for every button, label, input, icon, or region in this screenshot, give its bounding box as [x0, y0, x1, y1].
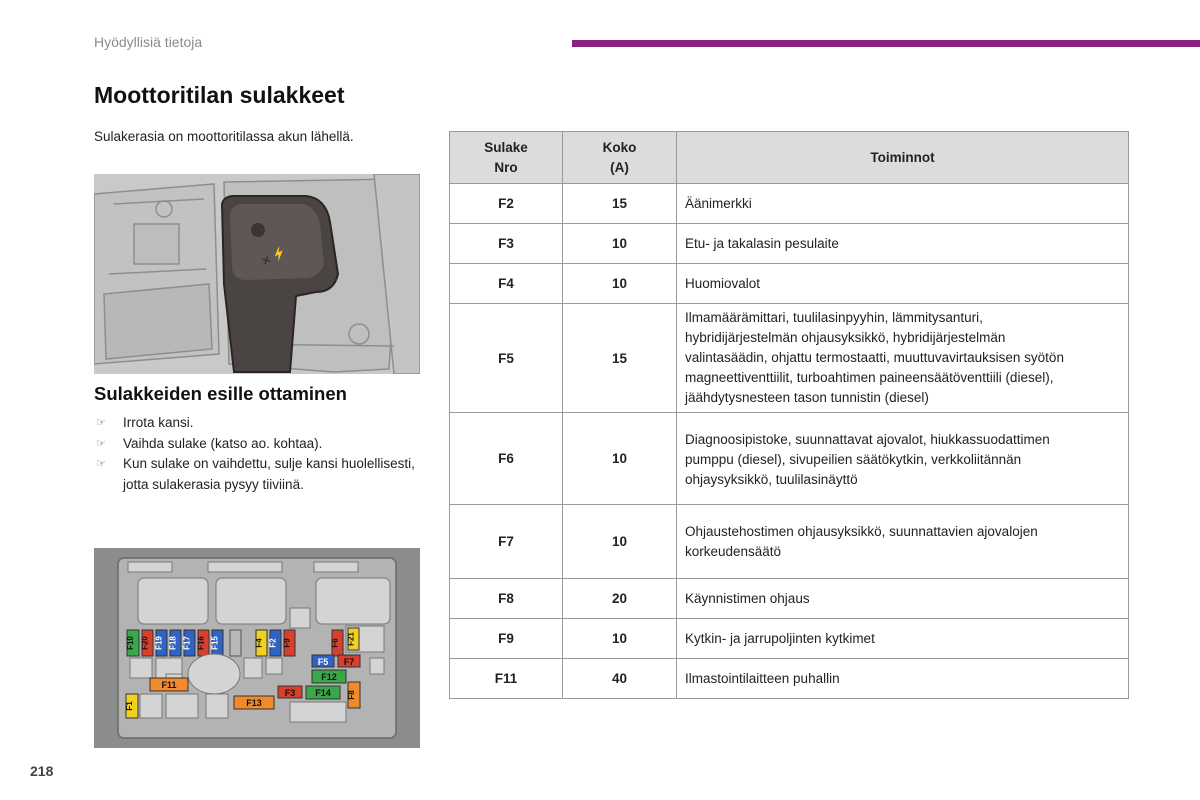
fuse-function-cell [677, 184, 1129, 224]
function-line: Diagnoosipistoke, suunnattavat ajovalot, hiukkassuodattimen [685, 432, 1050, 447]
table-row [450, 224, 1129, 264]
function-line: magneettiventtiilit, turboahtimen paineensäätöventtiili (diesel), [685, 370, 1054, 385]
fuse-rating-cell: 10 [563, 619, 677, 659]
table-row [450, 619, 1129, 659]
fuse-label: F6 [330, 638, 340, 648]
header-line: (A) [610, 159, 629, 175]
fuse-label: F8 [347, 690, 356, 700]
fuse-label: F5 [317, 657, 329, 667]
fuse-box-diagram [94, 548, 420, 748]
pointing-hand-icon: ☞ [96, 437, 106, 450]
fuse-rating-cell: 10 [563, 413, 677, 505]
table-row [450, 579, 1129, 619]
column-header-functions: Toiminnot [677, 132, 1129, 184]
fuse-function-cell [677, 224, 1129, 264]
fuse-function-cell [677, 619, 1129, 659]
function-line: hybridijärjestelmän ohjausyksikkö, hybridijärjestelmän [685, 330, 1006, 345]
step-text: Irrota kansi. [123, 415, 194, 430]
fuse-number-cell: F9 [450, 619, 563, 659]
fuse-label: F16 [196, 636, 206, 650]
function-line: Huomiovalot [685, 275, 761, 291]
fuse-label: F18 [168, 636, 178, 650]
fuse-table [449, 131, 1129, 699]
header-accent-bar [572, 40, 1200, 47]
fuse-label: F12 [321, 672, 337, 682]
engine-compartment-photo [94, 174, 420, 374]
function-line: jäähdytysnesteen tason tunnistin (diesel) [685, 390, 929, 405]
fuse-label: F20 [140, 636, 150, 650]
list-item [94, 454, 424, 495]
table-row [450, 264, 1129, 304]
fuse-function-cell [677, 304, 1129, 413]
fuse-rating-cell: 15 [563, 184, 677, 224]
fuse-number-cell: F7 [450, 505, 563, 579]
list-item [94, 413, 424, 434]
function-line: Äänimerkki [685, 195, 752, 211]
fuse-function-cell [677, 413, 1129, 505]
pointing-hand-icon: ☞ [96, 417, 106, 429]
fuse-label: F19 [154, 636, 164, 650]
fuse-number-cell: F2 [450, 184, 563, 224]
fuse-label: F2 [268, 638, 278, 648]
fuse-number-cell: F8 [450, 579, 563, 619]
fuse-number-cell: F6 [450, 413, 563, 505]
column-header-rating [563, 132, 677, 184]
section-header: Hyödyllisiä tietoja [94, 34, 203, 50]
fuse-rating-cell: 10 [563, 264, 677, 304]
column-header-fuse-number [450, 132, 563, 184]
fuse-number-cell: F3 [450, 224, 563, 264]
fuse-label: F3 [284, 688, 296, 698]
section-subheading: Sulakkeiden esille ottaminen [94, 383, 347, 404]
fuse-label: F10 [126, 636, 135, 650]
fuse-rating-cell: 10 [563, 224, 677, 264]
step-text: Vaihda sulake (katso ao. kohtaa). [123, 435, 323, 451]
fuse-rating-cell: 15 [563, 304, 677, 413]
table-row [450, 413, 1129, 505]
function-line: Käynnistimen ohjaus [685, 590, 810, 606]
table-row [450, 184, 1129, 224]
fuse-label: F17 [182, 636, 192, 650]
function-line: Ilmamäärämittari, tuulilasinpyyhin, lämmitysanturi, [685, 310, 983, 325]
header-line: Sulake [484, 139, 528, 155]
table-header-row [450, 132, 1129, 184]
table-row [450, 505, 1129, 579]
fuse-rating-cell: 20 [563, 579, 677, 619]
fuse-number-cell: F11 [450, 659, 563, 699]
function-line: ohjaysyksikkö, tuulilasinäyttö [685, 472, 858, 487]
fuse-function-cell [677, 659, 1129, 699]
intro-text: Sulakerasia on moottoritilassa akun lähellä. [94, 129, 354, 144]
fuse-function-cell [677, 505, 1129, 579]
fuse-function-cell [677, 264, 1129, 304]
fuse-number-cell: F4 [450, 264, 563, 304]
header-line: Nro [494, 159, 518, 175]
fuse-label: F4 [254, 638, 264, 648]
fuse-number-cell: F5 [450, 304, 563, 413]
function-line: korkeudensäätö [685, 543, 782, 559]
fuse-label: F21 [346, 632, 356, 646]
steps-list [94, 413, 424, 495]
fuse-label: F9 [282, 638, 292, 648]
function-line: Kytkin- ja jarrupoljinten kytkimet [685, 630, 875, 646]
page-title: Moottoritilan sulakkeet [94, 82, 345, 108]
fuse-label: F13 [246, 698, 262, 708]
table-row [450, 659, 1129, 699]
step-text: Kun sulake on vaihdettu, sulje kansi huolellisesti, jotta sulakerasia pysyy tiiviinä. [123, 456, 415, 492]
fuse-function-cell [677, 579, 1129, 619]
svg-text:✕ ⚡: ✕ ⚡ [259, 245, 289, 269]
fuse-rating-cell: 10 [563, 505, 677, 579]
pointing-hand-icon: ☞ [96, 458, 106, 470]
fuse-label: F11 [161, 680, 177, 690]
fuse-label: F7 [343, 657, 355, 667]
function-line: Ohjaustehostimen ohjausyksikkö, suunnattavien ajovalojen [685, 523, 1038, 539]
page-number: 218 [30, 763, 54, 779]
function-line: Ilmastointilaitteen puhallin [685, 670, 840, 686]
function-line: pumppu (diesel), sivupeilien säätökytkin, verkkoliitännän [685, 452, 1022, 467]
fuse-rating-cell: 40 [563, 659, 677, 699]
fuse-label: F14 [315, 688, 331, 698]
fuse-label: F1 [125, 701, 134, 711]
function-line: Etu- ja takalasin pesulaite [685, 235, 839, 251]
fuse-label: F15 [210, 636, 220, 650]
header-line: Koko [602, 139, 637, 155]
function-line: valintasäädin, ohjattu termostaatti, muuttuvavirtauksisen syötön [685, 350, 1064, 365]
table-row [450, 304, 1129, 413]
list-item [94, 434, 424, 455]
